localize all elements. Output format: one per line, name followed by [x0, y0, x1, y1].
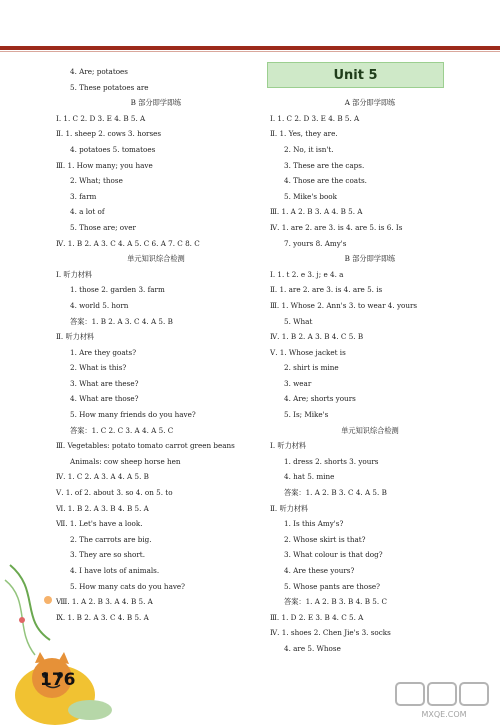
answer-line: Ⅱ. 听力材料 [56, 332, 95, 342]
answer-line: 3. They are so short. [70, 550, 145, 560]
answer-line: 4. potatoes 5. tomatoes [70, 144, 156, 154]
answer-line: 1. Is this Amy's? [284, 519, 344, 529]
answer-line: Ⅵ. 1. B 2. A 3. B 4. B 5. A [56, 503, 149, 513]
answer-line: 5. These potatoes are [70, 82, 149, 92]
answer-line: Ⅲ. 1. D 2. E 3. B 4. C 5. A [270, 612, 364, 622]
answer-line: 4. Those are the coats. [284, 176, 367, 186]
answer-line: Ⅷ. 1. A 2. B 3. A 4. B 5. A [56, 597, 153, 607]
answer-line: Ⅳ. 1. C 2. A 3. A 4. A 5. B [56, 472, 149, 482]
answer-line: 2. What; those [70, 176, 123, 186]
answer-line: 4. Are these yours? [284, 566, 355, 575]
answer-line: 4. a lot of [70, 207, 105, 217]
answer-line: Ⅰ. 1. C 2. D 3. E 4. B 5. A [56, 113, 146, 123]
answer-line: Ⅶ. 1. Let's have a look. [56, 519, 143, 529]
answer-line: 5. How many cats do you have? [70, 581, 186, 591]
answer-line: 1. Are they goats? [70, 347, 137, 357]
answer-line: 2. shirt is mine [284, 363, 339, 373]
answer-line: 1. dress 2. shorts 3. yours [284, 456, 379, 466]
unit-title: Unit 5 [333, 67, 378, 83]
answer-line: 7. yours 8. Amy's [284, 238, 347, 248]
answer-line: Ⅱ. 听力材料 [270, 503, 309, 513]
answer-line: Ⅳ. 1. shoes 2. Chen Jie's 3. socks [270, 628, 391, 638]
answer-line: Ⅳ. 1. B 2. A 3. B 4. C 5. B [270, 332, 364, 342]
answer-line: 3. What are these? [70, 378, 139, 388]
answer-line: 2. What is this? [70, 363, 127, 373]
answer-line: 3. These are the caps. [284, 160, 365, 170]
answer-line: Ⅸ. 1. B 2. A 3. C 4. B 5. A [56, 612, 149, 622]
answer-line: Ⅰ. 听力材料 [56, 269, 93, 279]
answer-line: 5. What [284, 316, 313, 326]
section-heading: B 部分即学即练 [344, 254, 396, 264]
answer-line: Ⅰ. 1. C 2. D 3. E 4. B 5. A [270, 113, 360, 123]
answer-line: 4. What are those? [70, 394, 139, 404]
answer-line: 4. Are; shorts yours [284, 394, 356, 404]
answer-line: 5. Those are; over [70, 222, 136, 232]
answer-line: Ⅰ. 1. t 2. e 3. j; e 4. a [270, 269, 344, 279]
answer-line: 4. are 5. Whose [284, 643, 341, 653]
answer-column-left [56, 64, 256, 625]
header-rule-thin [0, 51, 500, 52]
answer-line: 4. I have lots of animals. [70, 566, 160, 575]
section-heading: 单元知识综合检测 [127, 254, 185, 264]
answer-line: Ⅱ. 1. sheep 2. cows 3. horses [56, 129, 162, 139]
answer-line: 答案：1. A 2. B 3. C 4. A 5. B [284, 488, 387, 498]
answer-line [270, 64, 470, 80]
answer-line: 2. Whose skirt is that? [284, 534, 366, 544]
answer-line: Ⅲ. 1. How many; you have [56, 160, 153, 170]
answer-line: 5. Mike's book [284, 191, 337, 201]
answer-line: 5. Is; Mike's [284, 410, 329, 420]
answer-line: Ⅲ. 1. A 2. B 3. A 4. B 5. A [270, 207, 363, 217]
answer-line: 5. How many friends do you have? [70, 410, 196, 420]
answer-line: 3. wear [284, 378, 312, 388]
answer-line: Ⅳ. 1. are 2. are 3. is 4. are 5. is 6. Is [270, 222, 403, 232]
answer-line: Ⅴ. 1. of 2. about 3. so 4. on 5. to [56, 488, 173, 498]
answer-line: 4. Are; potatoes [70, 67, 128, 76]
answer-line: Ⅱ. 1. Yes, they are. [270, 129, 338, 139]
section-heading: 单元知识综合检测 [341, 425, 399, 435]
answer-line: 答案：1. C 2. C 3. A 4. A 5. C [70, 425, 174, 435]
cartoon-decoration-icon [0, 560, 120, 725]
answer-line: 答案：1. A 2. B 3. B 4. B 5. C [284, 597, 387, 607]
page-number: 176 [40, 670, 76, 690]
answer-line: Ⅴ. 1. Whose jacket is [270, 347, 346, 357]
header-rule [0, 46, 500, 50]
answer-line: 4. world 5. horn [70, 300, 129, 310]
watermark-text: MXQE.COM [421, 710, 467, 719]
answer-line: 3. What colour is that dog? [284, 550, 383, 560]
answer-line: 5. Whose pants are those? [284, 581, 380, 591]
watermark-logo [394, 681, 494, 721]
answer-column-right [270, 64, 470, 657]
answer-line: Ⅰ. 听力材料 [270, 441, 307, 451]
answer-line: 1. those 2. garden 3. farm [70, 285, 165, 295]
answer-line: Ⅲ. Vegetables: potato tomato carrot green beans [56, 441, 235, 451]
answer-line: Ⅱ. 1. are 2. are 3. is 4. are 5. is [270, 285, 383, 295]
answer-line: 2. No, it isn't. [284, 144, 334, 154]
answer-line: Animals: cow sheep horse hen [70, 456, 181, 466]
answer-line: 2. The carrots are big. [70, 534, 152, 544]
answer-line [270, 80, 470, 96]
section-heading: B 部分即学即练 [130, 98, 182, 108]
answer-line: 答案：1. B 2. A 3. C 4. A 5. B [70, 316, 173, 326]
section-heading: A 部分即学即练 [344, 98, 396, 108]
answer-line: Ⅳ. 1. B 2. A 3. C 4. A 5. C 6. A 7. C 8. C [56, 238, 200, 248]
answer-line: 3. farm [70, 191, 97, 201]
answer-line: 4. hat 5. mine [284, 472, 335, 482]
answer-line: Ⅲ. 1. Whose 2. Ann's 3. to wear 4. yours [270, 300, 418, 310]
